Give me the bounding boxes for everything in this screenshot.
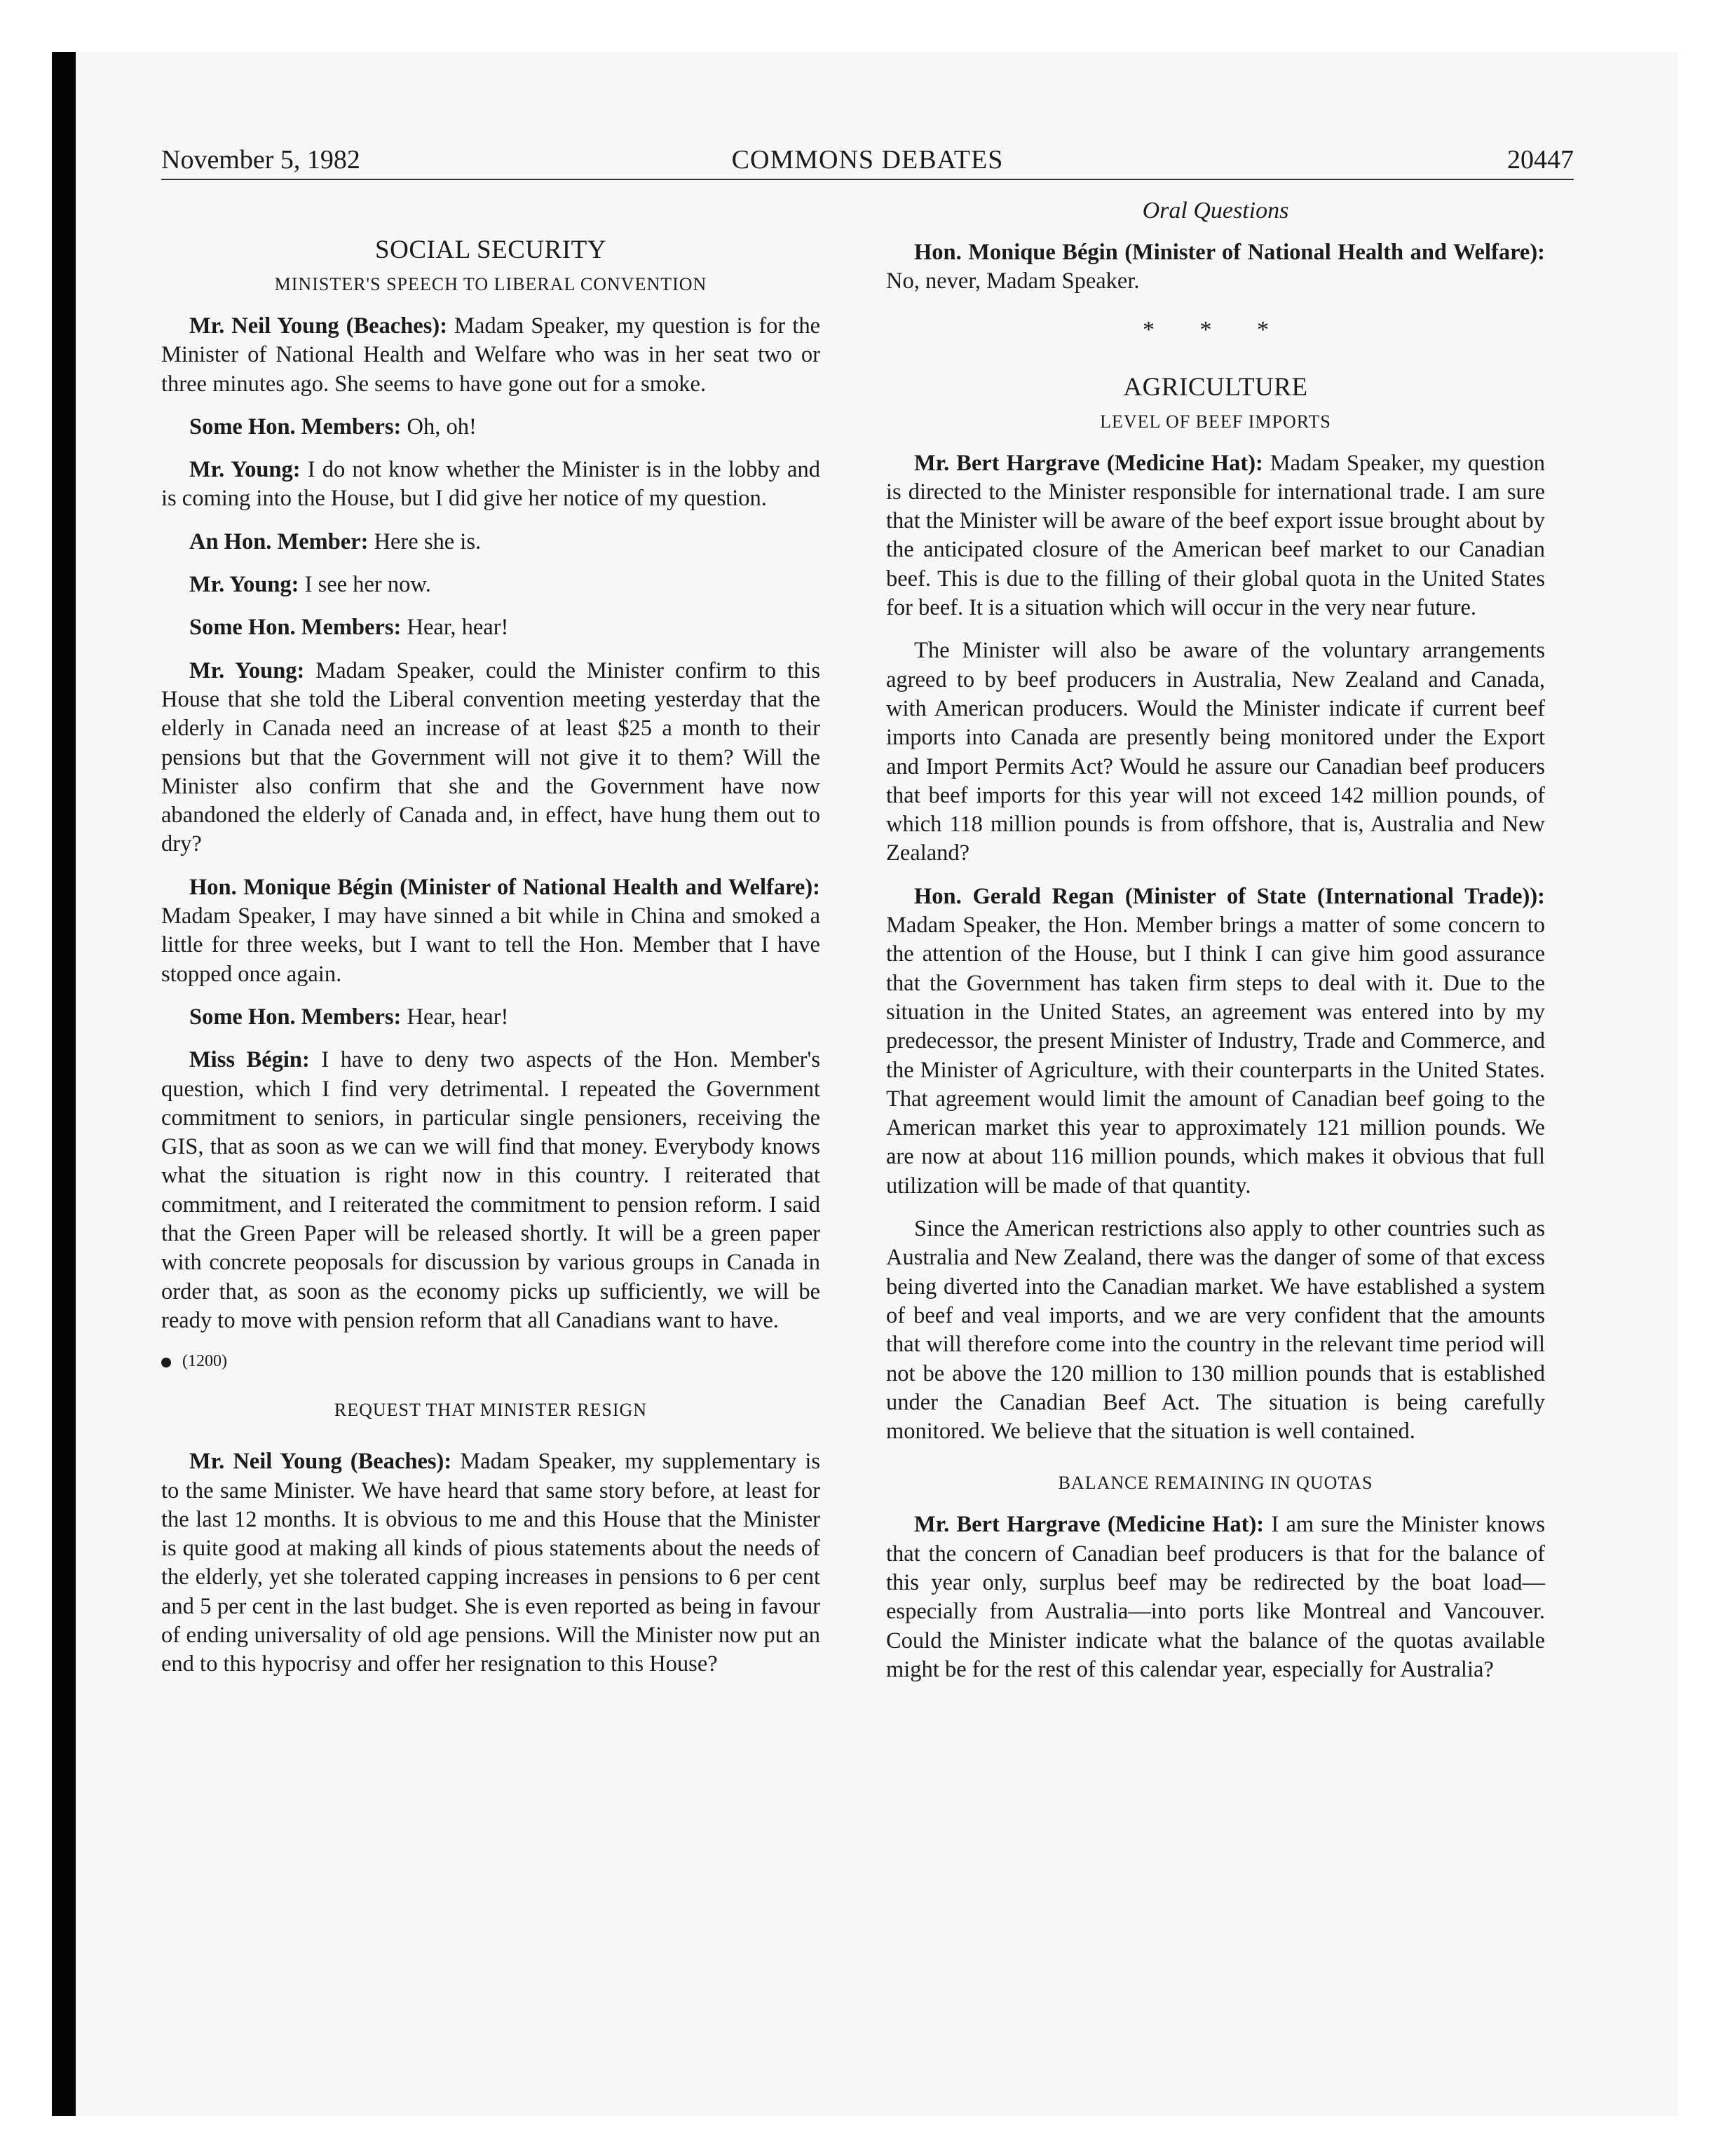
speech-text: I see her now. bbox=[299, 572, 431, 598]
speaker-name: Miss Bégin: bbox=[189, 1047, 310, 1073]
speaker-name: Mr. Neil Young (Beaches): bbox=[189, 313, 448, 339]
speaker-name: Mr. Young: bbox=[189, 572, 299, 598]
speaker-name: Mr. Young: bbox=[189, 657, 305, 683]
section-title: SOCIAL SECURITY bbox=[375, 236, 606, 264]
time-stamp bbox=[161, 1349, 820, 1373]
speech-paragraph bbox=[886, 449, 1545, 623]
speaker-name: Hon. Gerald Regan (Minister of State (International Trade)): bbox=[914, 883, 1545, 909]
speech-paragraph bbox=[161, 528, 820, 557]
speech-paragraph bbox=[161, 1447, 820, 1679]
speech-text: I have to deny two aspects of the Hon. Member's question, which I find very detrimental. I repeated the Government commitment to seniors, in particular single pensioners, receiving the GIS, that as soon as we can we will find that money. Everybody knows what the situation is right now in this country. I reiterated that commitment, and I reiterated the commitment to pension reform. I said that the Green Paper will be released shortly. It will be a green paper with concrete peoposals for discussion by various groups in Canada in order that, as soon as the economy picks up sufficiently, we will be ready to move with pension reform that all Canadians want to have. bbox=[161, 1047, 820, 1333]
speech-paragraph bbox=[161, 413, 820, 442]
section-title: AGRICULTURE bbox=[1123, 372, 1308, 402]
speech-paragraph bbox=[886, 636, 1545, 868]
subsection-title: REQUEST THAT MINISTER RESIGN bbox=[334, 1400, 648, 1421]
speech-paragraph bbox=[886, 882, 1545, 1201]
speech-text: Madam Speaker, could the Minister confirm to this House that she told the Liberal convention meeting yesterday that the elderly in Canada need an increase of at least $25 a month to their pensions but that the Government will not give it to them? Will the Minister also confirm that she and the Government have now abandoned the elderly of Canada and, in effect, have hung them out to dry? bbox=[161, 657, 820, 857]
page-number: 20447 bbox=[1507, 145, 1574, 175]
speaker-name: Mr. Neil Young (Beaches): bbox=[189, 1449, 452, 1475]
speaker-name: Some Hon. Members: bbox=[189, 615, 402, 641]
speech-text: I do not know whether the Minister is in the lobby and is coming into the House, but I did give her notice of my question. bbox=[161, 457, 820, 512]
speech-paragraph bbox=[161, 571, 820, 599]
running-section-label: Oral Questions bbox=[1142, 198, 1289, 224]
speech-paragraph bbox=[886, 238, 1545, 296]
speech-paragraph bbox=[161, 456, 820, 514]
speech-text: Since the American restrictions also apply to other countries such as Australia and New Zealand, there was the danger of some of that excess being diverted into the Canadian market. We have established a system of beef and veal imports, and we are very confident that the amounts that will therefore come into the country in the relevant time period will not be above the 120 million to 130 million pounds that is established under the Canadian Beef Act. The situation is being carefully monitored. We believe that the situation is well contained. bbox=[886, 1216, 1545, 1445]
speech-paragraph bbox=[161, 1046, 820, 1335]
speech-text: Madam Speaker, my supplementary is to the same Minister. We have heard that same story before, at least for the last 12 months. It is obvious to me and this House that the Minister is quite good at making all kinds of pious statements about the needs of the elderly, yet she tolerated capping increases in pensions to 6 per cent and 5 per cent in the last budget. She is even reported as being in favour of ending universality of old age pensions. Will the Minister now put an end to this hypocrisy and offer her resignation to this House? bbox=[161, 1449, 820, 1677]
issue-date: November 5, 1982 bbox=[161, 145, 360, 175]
speech-text: No, never, Madam Speaker. bbox=[886, 268, 1140, 294]
binding-edge bbox=[52, 52, 76, 2116]
speaker-name: Some Hon. Members: bbox=[189, 1004, 402, 1030]
speaker-name: An Hon. Member: bbox=[189, 528, 369, 554]
speaker-name: Hon. Monique Bégin (Minister of National Health and Welfare): bbox=[189, 874, 820, 900]
time-stamp-text: (1200) bbox=[182, 1352, 227, 1371]
right-column bbox=[886, 196, 1545, 1698]
speech-text: Here she is. bbox=[368, 528, 482, 554]
speech-paragraph bbox=[161, 312, 820, 399]
speaker-name: Mr. Bert Hargrave (Medicine Hat): bbox=[914, 450, 1263, 476]
speech-text: The Minister will also be aware of the voluntary arrangements agreed to by beef producers in Australia, New Zealand and Canada, with American producers. Would the Minister indicate if current beef imports into Canada are presently being monitored under the Export and Import Permits Act? Would he assure our Canadian beef producers that beef imports for this year will not exceed 142 million pounds, of which 118 million pounds is from offshore, that is, Australia and New Zealand? bbox=[886, 638, 1545, 866]
speech-text: Madam Speaker, the Hon. Member brings a matter of some concern to the attention of the House, but I think I can give him good assurance that the Government has taken firm steps to deal with it. Due to the situation in the United States, an agreement was entered into by my predecessor, the present Minister of Industry, Trade and Commerce, and the Minister of Agriculture, with their counterparts in the United States. That agreement would limit the amount of Canadian beef going to the American market this year to approximately 121 million pounds. We are now at about 116 million pounds, which makes it obvious that full utilization will be made of that quantity. bbox=[886, 913, 1545, 1199]
speech-text: Hear, hear! bbox=[401, 615, 509, 641]
section-subtitle: MINISTER'S SPEECH TO LIBERAL CONVENTION bbox=[274, 274, 707, 294]
speaker-name: Mr. Young: bbox=[189, 457, 301, 483]
speech-paragraph bbox=[886, 1510, 1545, 1684]
left-column bbox=[161, 235, 820, 1693]
speech-paragraph bbox=[886, 1215, 1545, 1446]
speech-paragraph bbox=[161, 873, 820, 989]
speech-text: Hear, hear! bbox=[401, 1004, 509, 1030]
speech-paragraph bbox=[161, 1003, 820, 1032]
section-subtitle: LEVEL OF BEEF IMPORTS bbox=[1100, 411, 1331, 432]
speech-paragraph bbox=[161, 657, 820, 859]
publication-title: COMMONS DEBATES bbox=[731, 145, 1004, 175]
speech-text: Oh, oh! bbox=[401, 414, 477, 439]
speech-text: Madam Speaker, my question is directed to the Minister responsible for international trade. I am sure that the Minister will be aware of the beef export issue brought about by the anticipated closure of the American beef market to our Canadian beef. This is due to the filling of their global quota in the United States for beef. It is a situation which will occur in the very near future. bbox=[886, 450, 1545, 621]
speech-paragraph bbox=[161, 613, 820, 642]
speech-text: Madam Speaker, I may have sinned a bit while in China and smoked a little for three weeks, but I want to tell the Hon. Member that I have stopped once again. bbox=[161, 903, 820, 987]
bullet-icon bbox=[161, 1358, 171, 1367]
subsection-title: BALANCE REMAINING IN QUOTAS bbox=[1058, 1473, 1373, 1494]
speaker-name: Hon. Monique Bégin (Minister of National Health and Welfare): bbox=[914, 240, 1545, 265]
speech-text: Madam Speaker, my question is for the Minister of National Health and Welfare who was in her seat two or three minutes ago. She seems to have gone out for a smoke. bbox=[161, 313, 820, 397]
section-break: * * * bbox=[1143, 316, 1288, 343]
speaker-name: Mr. Bert Hargrave (Medicine Hat): bbox=[914, 1512, 1265, 1538]
speaker-name: Some Hon. Members: bbox=[189, 414, 402, 439]
running-header bbox=[161, 144, 1574, 180]
speech-text: I am sure the Minister knows that the concern of Canadian beef producers is that for the balance of this year only, surplus beef may be redirected by the boat load—especially from Australia—into ports like Montreal and Vancouver. Could the Minister indicate what the balance of the quotas available might be for the rest of this calendar year, especially for Australia? bbox=[886, 1512, 1545, 1682]
